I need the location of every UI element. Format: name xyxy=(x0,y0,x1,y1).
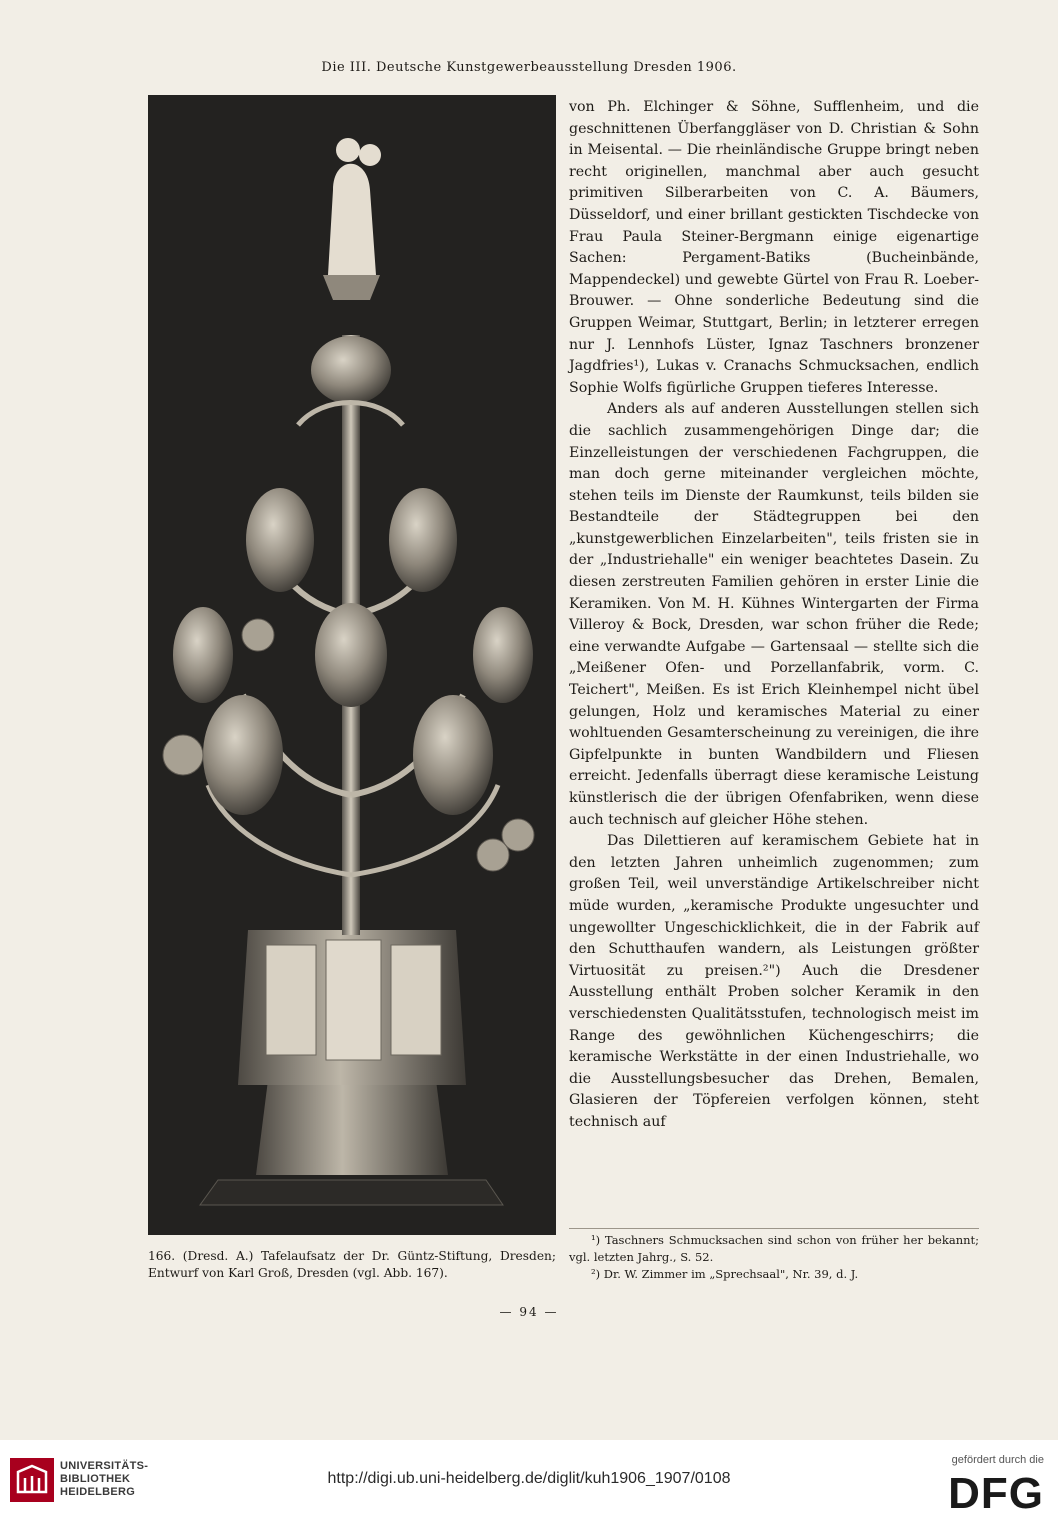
page-number: — 94 — xyxy=(499,1305,559,1319)
body-paragraph: Anders als auf anderen Ausstellungen stellen sich die sachlich zusammengehörigen Dinge dar; die Einzelleistungen der verschiedenen Fachgruppen, die man doch gerne miteinander vergleichen möchte, stehen teils im Dienste der Raumkunst, teils bilden sie Bestandteile der Städtegruppen bei den „kunstgewerblichen Einzelarbeiten", teils fristen sie in der „Industriehalle" ein weniger beachtetes Dasein. Zu diesen zerstreuten Familien gehören in erster Linie die Keramiken. Von M. H. Kühnes Wintergarten der Firma Villeroy & Bock, Dresden, war schon früher die Rede; eine verwandte Aufgabe — Gartensaal — stellte sich die „Meißener Ofen- und Porzellanfabrik, vorm. C. Teichert", Meißen. Es ist Erich Kleinhempel nicht übel gelungen, Holz und keramisches Material zu einer wohltuenden Gesamterscheinung zu vereinigen, die ihre Gipfelpunkte in bunten Wandbildern und Fliesen erreicht. Jedenfalls überragt diese keramische Leistung künstlerisch die der übrigen Ofenfabriken, wenn diese auch technisch auf gleicher Höhe stehen. xyxy=(569,401,979,828)
footnotes xyxy=(569,1232,979,1283)
footnote: ²) Dr. W. Zimmer im „Sprechsaal", Nr. 39, d. J. xyxy=(591,1267,859,1281)
body-paragraph: Das Dilettieren auf keramischem Gebiete hat in den letzten Jahren unheimlich zugenommen; zum großen Teil, weil unverständige Artikelschreiber nicht müde wurden, „keramische Produkte ungesuchter und ungewollter Ungeschicklichkeit, die in der Fabrik auf den Schutthaufen wandern, als Leistungen größter Virtuosität zu preisen.²") Auch die Dresdener Ausstellung enthält Proben solcher Keramik in den verschiedensten Qualitätsstufen, technologisch meist im Range des gewöhnlichen Küchengeschirrs; die keramische Werkstätte in der einen Industriehalle, wo die Ausstellungsbesucher das Drehen, Bemalen, Glasieren der Töpfereien verfolgen können, steht technisch auf xyxy=(569,833,979,1130)
centerpiece-illustration xyxy=(148,95,556,1235)
digitization-footer xyxy=(0,1440,1058,1525)
running-title: Die III. Deutsche Kunstgewerbeausstellung Dresden 1906. xyxy=(321,60,737,75)
dfg-logo: DFG xyxy=(948,1469,1044,1518)
body-text-column xyxy=(569,97,979,1134)
footnote-rule xyxy=(569,1228,979,1229)
library-name: UNIVERSITÄTS- BIBLIOTHEK HEIDELBERG xyxy=(60,1460,149,1498)
body-paragraph: von Ph. Elchinger & Söhne, Sufflenheim, und die geschnittenen Überfanggläser von D. Christian & Sohn in Meisental. — Die rheinländische Gruppe bringt neben recht originellen, manchmal aber auch gesucht primitiven Silberarbeiten von C. A. Bäumers, Düsseldorf, und einer brillant gestickten Tischdecke von Frau Paula Steiner-Bergmann einige eigenartige Sachen: Pergament-Batiks (Bucheinbände, Mappendeckel) und gewebte Gürtel von Frau R. Loeber-Brouwer. — Ohne sonderliche Bedeutung sind die Gruppen Weimar, Stuttgart, Berlin; in letzterer erregen nur J. Lennhofs Lüster, Ignaz Taschners bronzener Jagdfries¹), Lukas v. Cranachs Schmucksachen, endlich Sophie Wolfs figürliche Gruppen tieferes Interesse. xyxy=(569,99,979,396)
figure-photo xyxy=(148,95,556,1235)
permalink-url[interactable]: http://digi.ub.uni-heidelberg.de/diglit/kuh1906_1907/0108 xyxy=(327,1470,731,1487)
figure-caption: 166. (Dresd. A.) Tafelaufsatz der Dr. Güntz-Stiftung, Dresden; Entwurf von Karl Groß, Dresden (vgl. Abb. 167). xyxy=(148,1249,556,1280)
sponsor-text: gefördert durch die xyxy=(951,1454,1044,1466)
footnote: ¹) Taschners Schmucksachen sind schon von früher her bekannt; vgl. letzten Jahrg., S. 52. xyxy=(569,1233,979,1264)
